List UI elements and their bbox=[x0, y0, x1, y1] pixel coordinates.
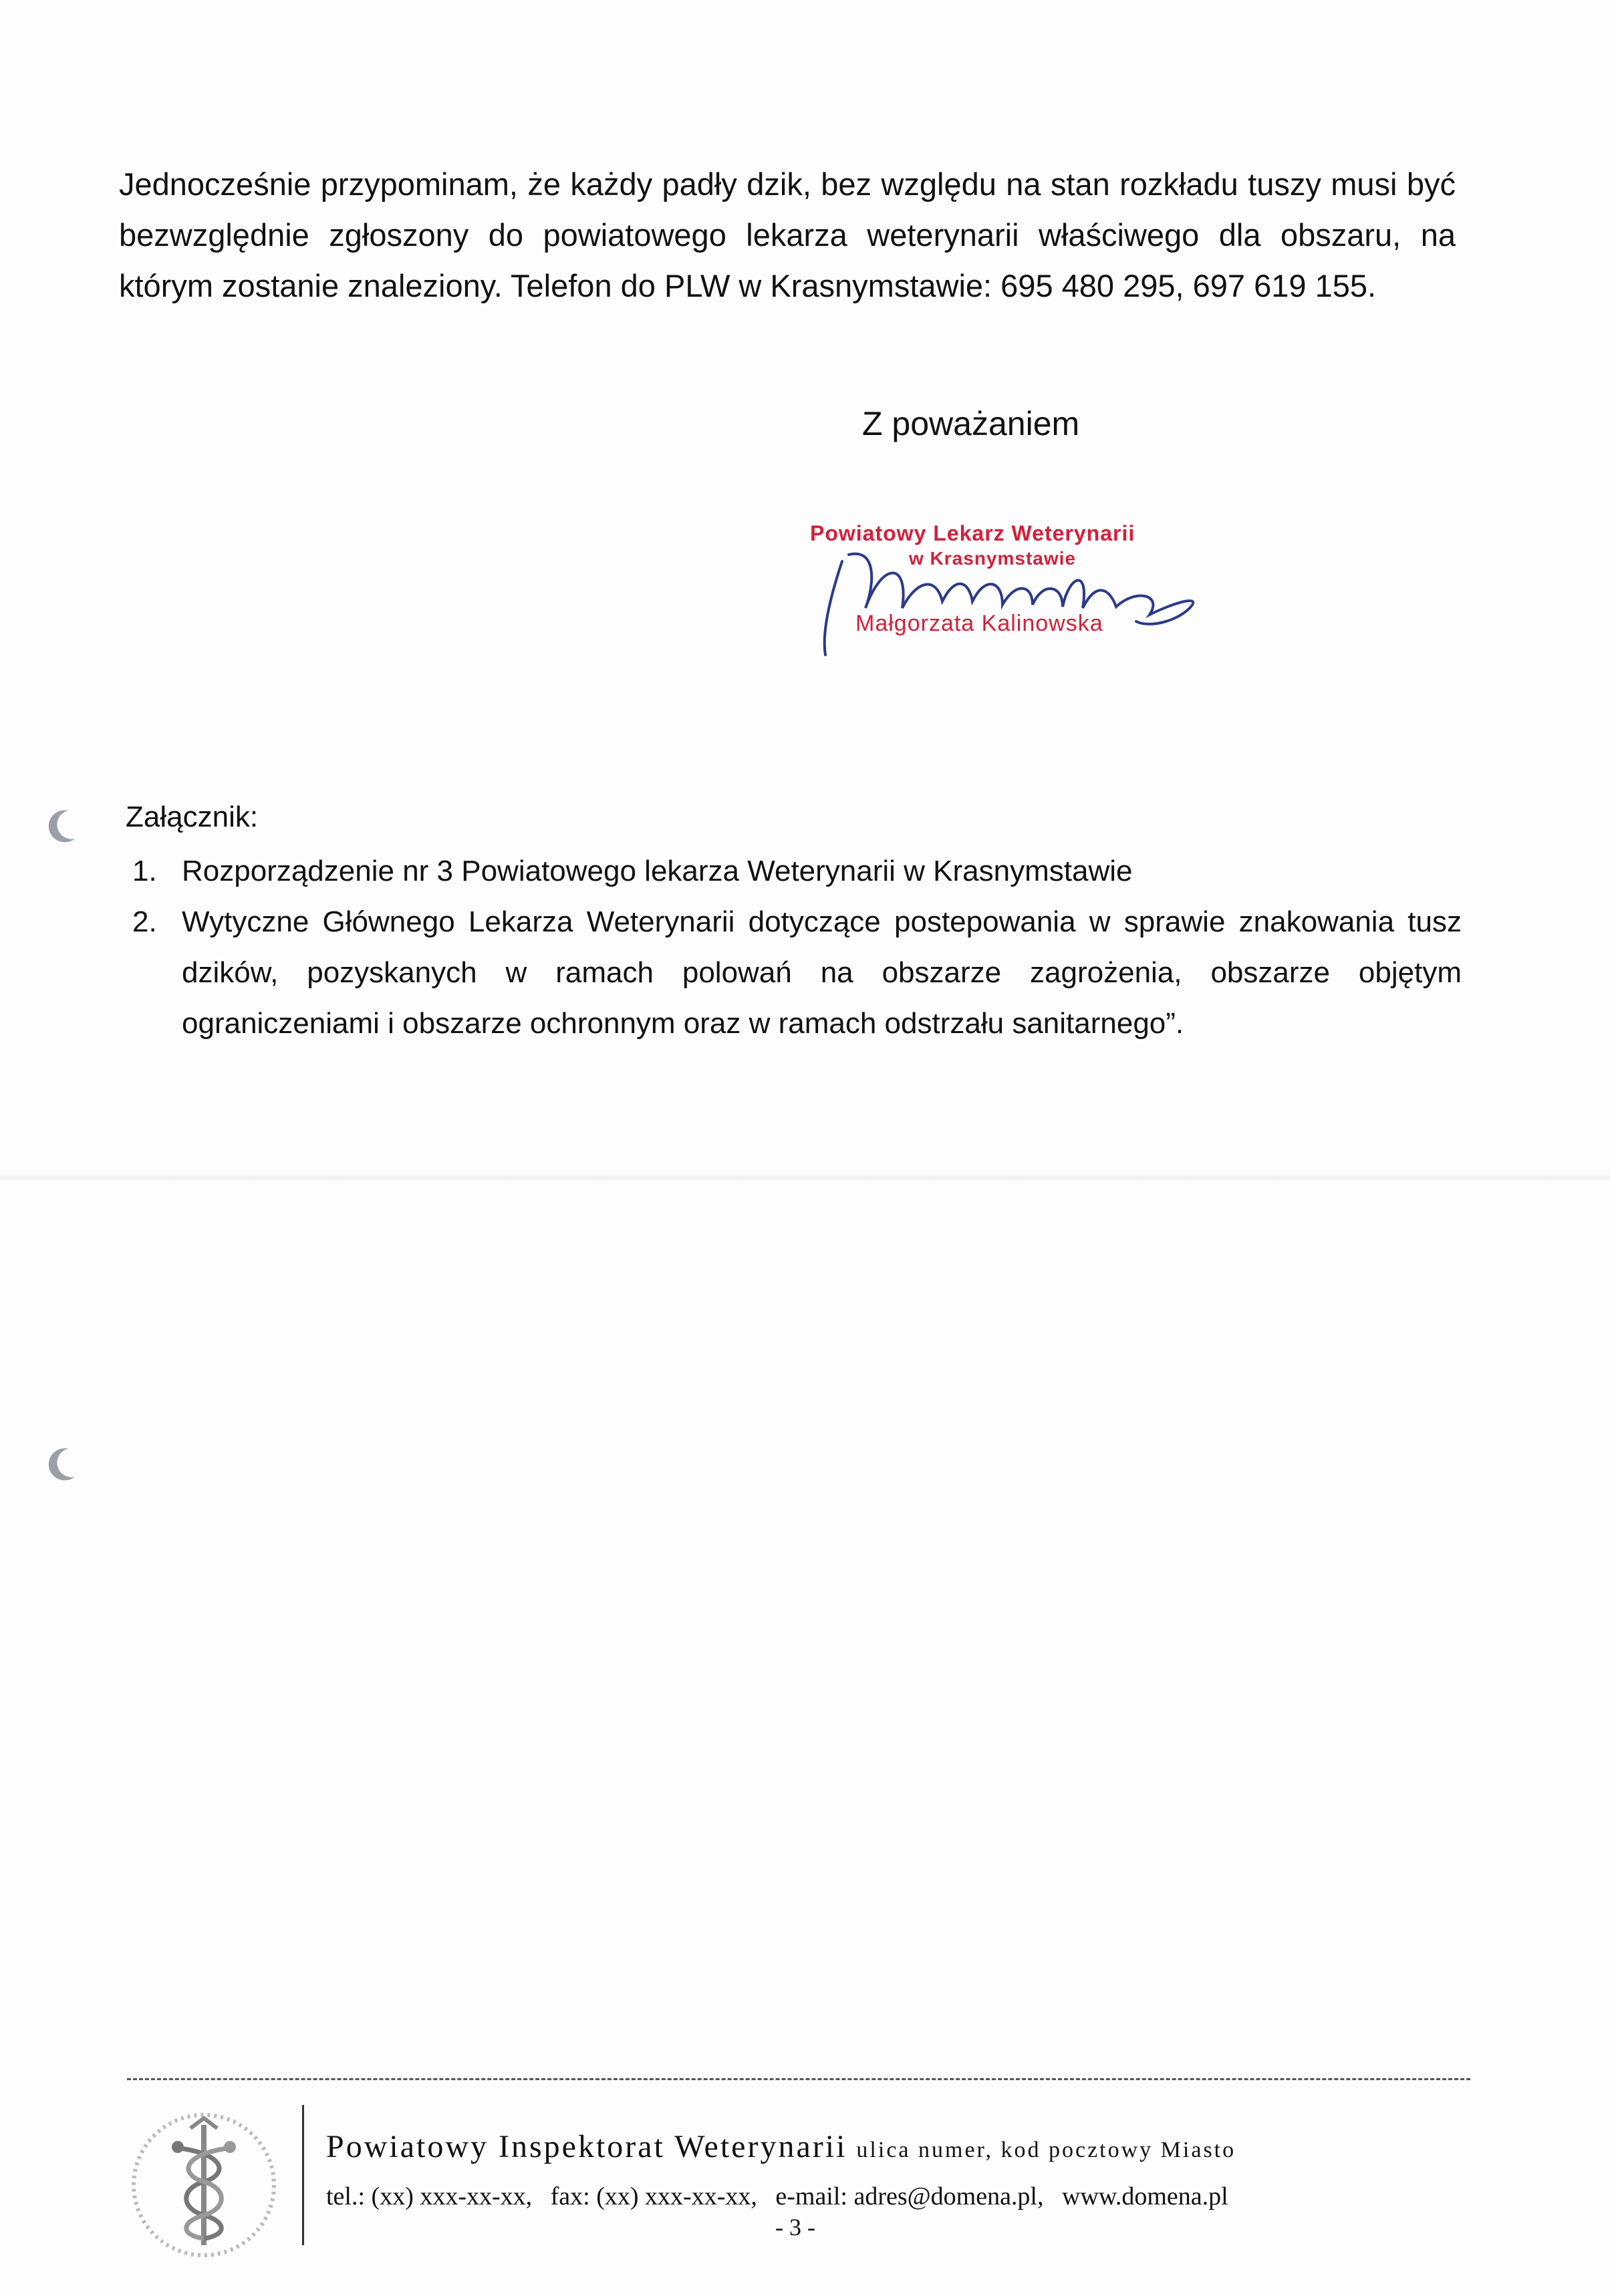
stamp-name: Małgorzata Kalinowska bbox=[855, 611, 1103, 636]
attachments-heading: Załącznik: bbox=[126, 801, 259, 833]
footer-www: www.domena.pl bbox=[1062, 2182, 1228, 2210]
body-paragraph: Jednocześnie przypominam, że każdy padły dzik, bez względu na stan rozkładu tuszy musi być bezwzględnie zgłoszony do powiatowego lekarza weterynarii właściwego dla obszaru, na którym zostanie znaleziony. Telefon do PLW w Krasnymstawie: 695 480 295, 697 619 155. bbox=[119, 166, 1456, 303]
scan-artifact bbox=[0, 1173, 1610, 1182]
caduceus-logo-icon bbox=[127, 2108, 281, 2262]
stamp-location: w Krasnymstawie bbox=[909, 548, 1076, 569]
footer-org-name: Powiatowy Inspektorat Weterynarii bbox=[326, 2129, 847, 2164]
footer-contact-line bbox=[326, 2182, 1240, 2211]
list-item-number: 2. bbox=[132, 905, 157, 938]
punch-hole-mark bbox=[41, 1443, 82, 1483]
official-stamp bbox=[802, 521, 1216, 668]
list-item bbox=[126, 846, 1462, 897]
stamp-title: Powiatowy Lekarz Weterynarii bbox=[810, 521, 1135, 545]
handwritten-signature bbox=[802, 521, 1216, 668]
list-item-number: 1. bbox=[132, 855, 157, 887]
punch-hole-mark bbox=[41, 805, 82, 845]
footer-org-line bbox=[326, 2128, 1236, 2165]
attachments-list bbox=[126, 846, 1462, 1049]
footer-email: e-mail: adres@domena.pl, bbox=[775, 2182, 1044, 2210]
closing-greeting: Z poważaniem bbox=[862, 405, 1080, 442]
page-number: - 3 - bbox=[775, 2214, 815, 2241]
attachments-section bbox=[126, 801, 1462, 1049]
footer-fax: fax: (xx) xxx-xx-xx, bbox=[550, 2182, 757, 2210]
list-item-text: Rozporządzenie nr 3 Powiatowego lekarza Weterynarii w Krasnymstawie bbox=[182, 855, 1133, 887]
list-item-text: Wytyczne Głównego Lekarza Weterynarii dotyczące postepowania w sprawie znakowania tusz dzików, pozyskanych w ramach polowań na obszarze zagrożenia, obszarze objętym ograniczeniami i obszarze ochronnym oraz w ramach odstrzału sanitarnego”. bbox=[182, 905, 1462, 1040]
footer-divider bbox=[127, 2078, 1470, 2080]
footer-address: ulica numer, kod pocztowy Miasto bbox=[856, 2138, 1236, 2162]
footer-separator bbox=[302, 2105, 304, 2245]
list-item bbox=[126, 897, 1462, 1049]
footer-tel: tel.: (xx) xxx-xx-xx, bbox=[326, 2182, 533, 2210]
